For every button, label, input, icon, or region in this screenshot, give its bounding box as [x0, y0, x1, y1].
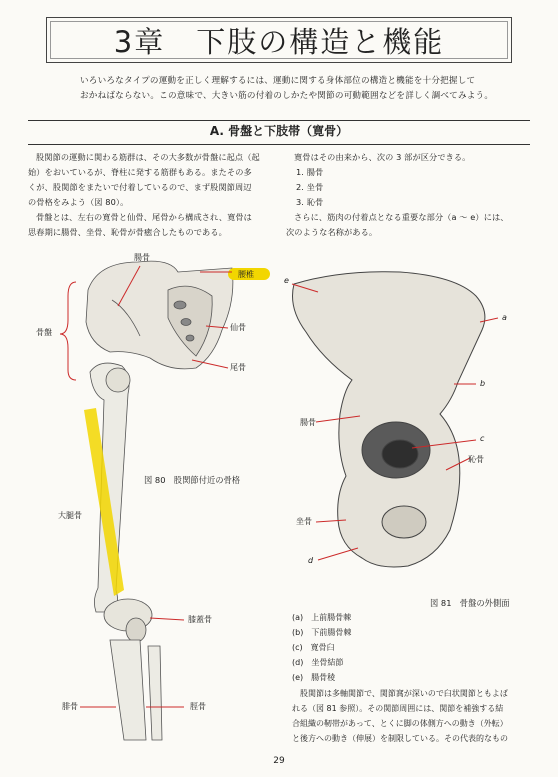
- fig80-label-ilium: 腸骨: [134, 253, 150, 262]
- bottom-paragraph: [292, 686, 542, 746]
- part-d: (d) 坐骨結節: [292, 658, 344, 667]
- left-p1-l2: 始）をおいているが、脊柱に発する筋群もある。またその多: [28, 167, 252, 177]
- part-e: (e) 腸骨稜: [292, 673, 336, 682]
- chapter-title: 3章 下肢の構造と機能: [113, 24, 445, 59]
- fig81-label-e: e: [284, 276, 289, 285]
- fig80-caption: 図 80 股関節付近の骨格: [144, 475, 241, 485]
- fig81-label-d: d: [308, 556, 314, 565]
- fig80-label-femur: 大腿骨: [58, 511, 82, 520]
- fig80-label-tibia: 脛骨: [190, 702, 206, 711]
- left-p1-l4: の骨格をみよう（図 80）。: [28, 197, 129, 207]
- fig80-label-lumbar: 腰椎: [238, 270, 254, 279]
- fig80-label-fibula: 腓骨: [62, 702, 78, 711]
- fig80-label-pelvis: 骨盤: [36, 328, 52, 337]
- fig81-label-b: b: [480, 379, 486, 388]
- parts-list: [292, 610, 542, 685]
- fig81-pelvis-drawing: [293, 272, 485, 567]
- intro-line-1: いろいろなタイプの運動を正しく理解するには、運動に関する身体部位の構造と機能を十分把握して: [80, 76, 476, 86]
- right-item-2: 2. 坐骨: [296, 182, 324, 192]
- fig80-lowerleg-drawing: [110, 640, 162, 740]
- fig81-label-ischium: 坐骨: [296, 517, 312, 526]
- section-title: A. 骨盤と下肢帯（寛骨）: [209, 124, 349, 138]
- fig80-label-coccyx: 尾骨: [230, 363, 246, 372]
- fig81-label-pubis: 恥骨: [468, 455, 484, 464]
- fig81-label-a: a: [502, 313, 507, 322]
- bottom-line-2: れる（図 81 参照）。その関節周囲には、関節を補強する結: [292, 704, 504, 713]
- left-p1-l1: 股関節の運動に関わる筋群は、その大多数が骨盤に起点（起: [36, 152, 260, 162]
- bottom-line-3: 合組織の靭帯があって、とくに脚の体側方への動き（外転）: [292, 719, 508, 728]
- right-item-1: 1. 腸骨: [296, 167, 324, 177]
- fig81-label-c: c: [480, 434, 485, 443]
- left-p2-l2: 思春期に腸骨、坐骨、恥骨が骨癒合したものである。: [28, 227, 227, 237]
- fig81-caption: 図 81 骨盤の外側面: [430, 598, 510, 608]
- fig80-label-sacrum: 仙骨: [230, 323, 246, 332]
- left-p2-l1: 骨盤とは、左右の寛骨と仙骨、尾骨から構成され、寛骨は: [36, 212, 252, 222]
- part-a: (a) 上前腸骨棘: [292, 613, 352, 622]
- part-b: (b) 下前腸骨棘: [292, 628, 352, 637]
- right-p2-l1: さらに、筋肉の付着点となる重要な部分（a ～ e）には、: [294, 212, 509, 222]
- intro-line-2: おかねばならない。この意味で、大きい筋の付着のしかたや関節の可動範囲などを詳しく調べてみよう。: [80, 91, 494, 101]
- right-p1: 寛骨はその由来から、次の 3 部が区分できる。: [294, 152, 471, 162]
- fig80-knee-drawing: [104, 599, 152, 642]
- bottom-line-1: 股関節は多軸関節で、関節窩が深いので臼状関節ともよば: [300, 689, 508, 698]
- right-p2-l2: 次のような名称がある。: [286, 227, 378, 237]
- fig80-pelvis-drawing: [86, 261, 233, 369]
- pelvis-bracket: [60, 282, 76, 380]
- left-p1-l3: くが、股関節をまたいで付着しているので、まず股関節周辺: [28, 182, 252, 192]
- fig80-femur-drawing: [90, 363, 130, 612]
- part-c: (c) 寛骨臼: [292, 643, 335, 652]
- fig81-label-ilium: 腸骨: [300, 418, 316, 427]
- page-number: 29: [273, 756, 285, 766]
- right-item-3: 3. 恥骨: [296, 197, 324, 207]
- fig80-label-patella: 膝蓋骨: [188, 615, 212, 624]
- bottom-line-4: と後方への動き（伸展）を制限している。その代表的なもの: [292, 734, 508, 743]
